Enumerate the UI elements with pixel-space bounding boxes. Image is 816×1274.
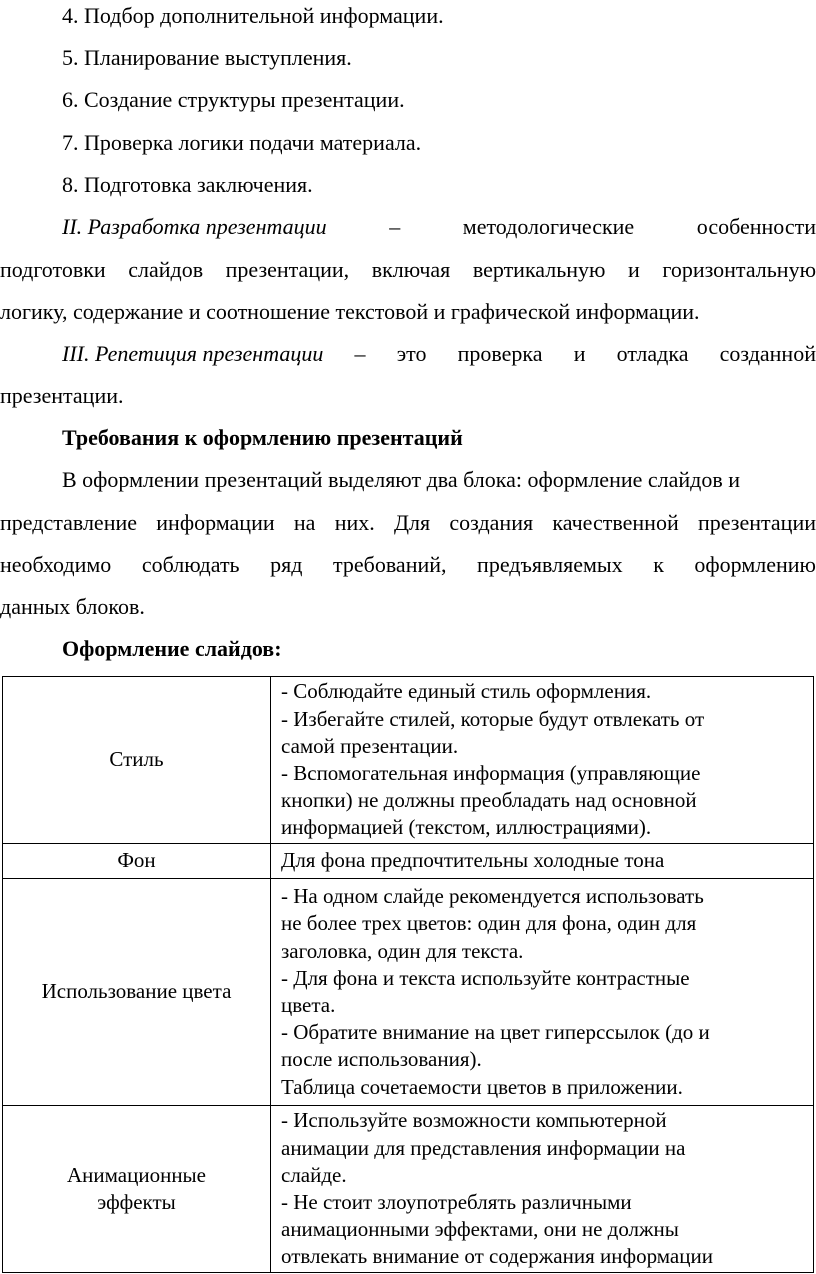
section3-line1 [0, 341, 816, 367]
row-desc-animation: - Используйте возможности компьютерной анимации для представления информации на слайде. - Не стоит злоупотреблять различными анимационными эффектами, они не должны отвлекать внимание от содержания информации [271, 1106, 814, 1273]
table-row [3, 879, 814, 1106]
list-item-5: 5. Планирование выступления. [62, 45, 352, 70]
section2-word: особенности [696, 214, 816, 239]
section2-line2: подготовки слайдов презентации, включая вертикальную и горизонтальную [0, 257, 816, 282]
row-desc-style: - Соблюдайте единый стиль оформления. - Избегайте стилей, которые будут отвлекать от самой презентации. - Вспомогательная информация (управляющие кнопки) не должны преобладать над основной информацией (текстом, иллюстрациями). [271, 677, 814, 844]
slides-requirements-table [2, 676, 814, 1273]
table-row [3, 1106, 814, 1273]
section2-dash: – [389, 214, 401, 239]
requirements-para-line2: представление информации на них. Для создания качественной презентации [0, 510, 816, 535]
row-desc-background: Для фона предпочтительны холодные тона [271, 844, 814, 879]
slides-heading: Оформление слайдов: [62, 636, 282, 661]
section3-word: созданной [719, 341, 816, 366]
table-row [3, 677, 814, 844]
requirements-para-line1: В оформлении презентаций выделяют два блока: оформление слайдов и [62, 467, 741, 492]
section3-dash: – [354, 341, 366, 366]
section3-word: это [396, 341, 427, 366]
section3-word: отладка [616, 341, 689, 366]
section3-title: III. Репетиция презентации [62, 341, 324, 366]
requirements-para-line4: данных блоков. [0, 594, 145, 619]
row-name-style: Стиль [3, 677, 271, 844]
table-row [3, 844, 814, 879]
requirements-heading: Требования к оформлению презентаций [62, 425, 463, 450]
list-item-8: 8. Подготовка заключения. [62, 172, 313, 197]
list-item-4: 4. Подбор дополнительной информации. [62, 3, 444, 28]
section2-line1 [0, 214, 816, 240]
section2-title: II. Разработка презентации [62, 214, 327, 239]
section3-line2: презентации. [0, 383, 124, 408]
section2-word: методологические [462, 214, 635, 239]
requirements-para-line3: необходимо соблюдать ряд требований, предъявляемых к оформлению [0, 552, 816, 577]
section2-line3: логику, содержание и соотношение текстовой и графической информации. [0, 299, 700, 324]
row-desc-color: - На одном слайде рекомендуется использовать не более трех цветов: один для фона, один для заголовка, один для текста. - Для фона и текста используйте контрастные цвета. - Обратите внимание на цвет гиперссылок (до и после использования). Таблица сочетаемости цветов в приложении. [271, 879, 814, 1106]
section3-word: и [573, 341, 586, 366]
row-name-animation: Анимационные эффекты [3, 1106, 271, 1273]
row-name-background: Фон [3, 844, 271, 879]
section3-word: проверка [457, 341, 543, 366]
list-item-6: 6. Создание структуры презентации. [62, 87, 405, 112]
row-name-color: Использование цвета [3, 879, 271, 1106]
list-item-7: 7. Проверка логики подачи материала. [62, 130, 422, 155]
